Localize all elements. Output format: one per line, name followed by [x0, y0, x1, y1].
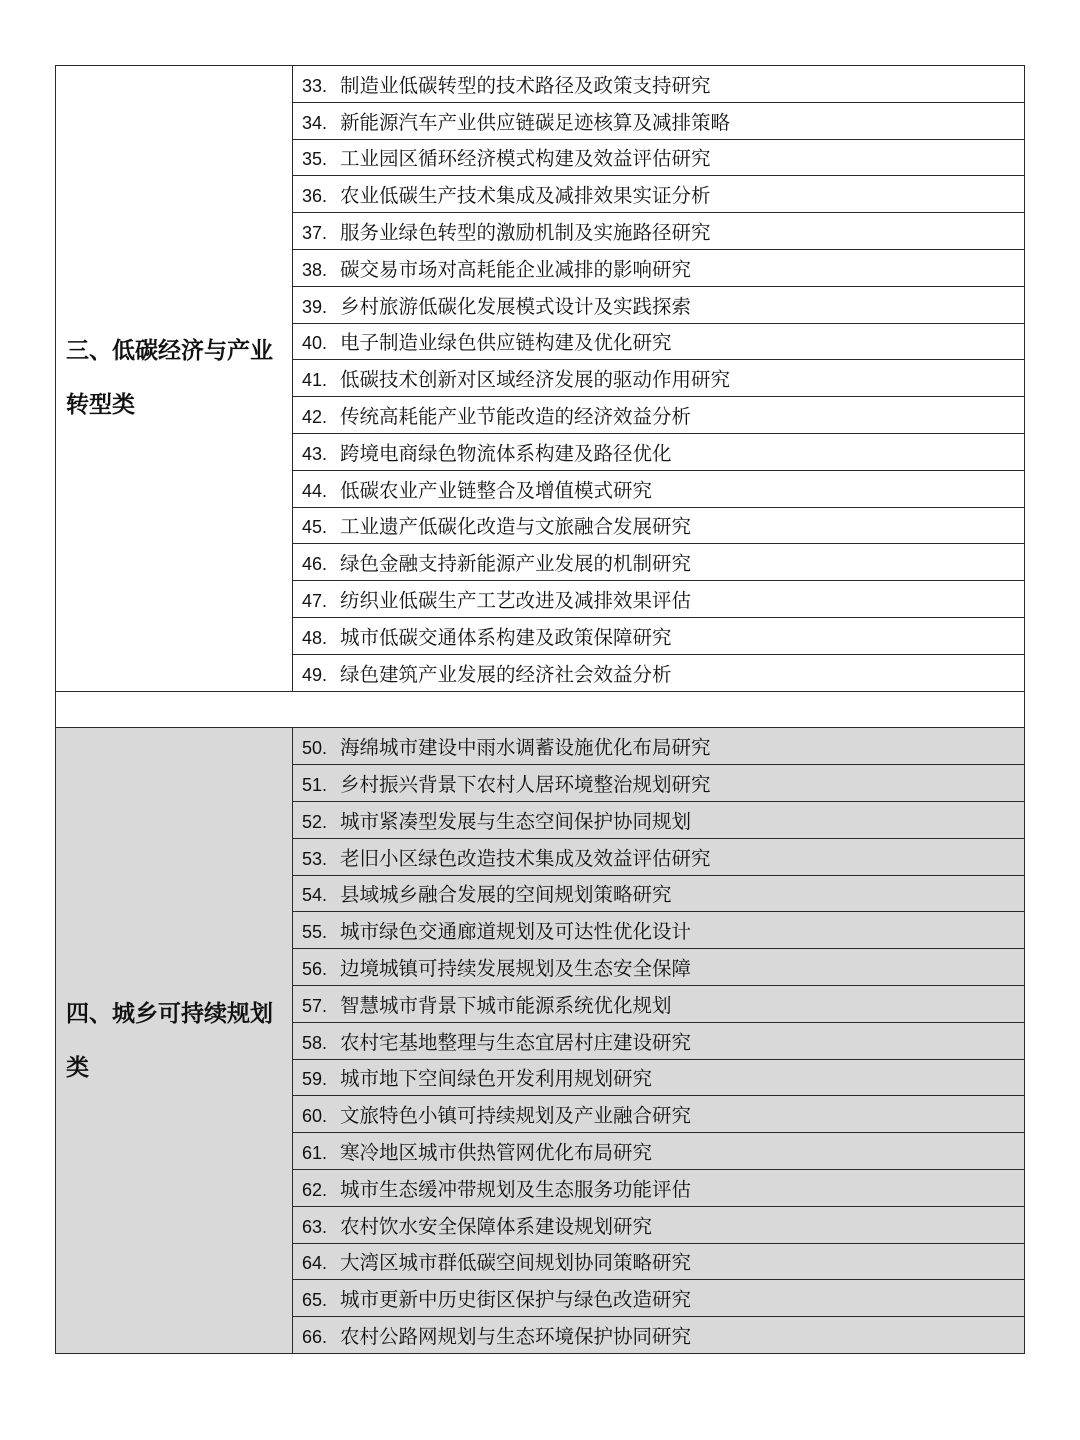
topic-title: 绿色建筑产业发展的经济社会效益分析: [340, 662, 672, 686]
topic-number: 62.: [302, 1179, 328, 1200]
topic-title: 工业园区循环经济模式构建及效益评估研究: [340, 147, 711, 171]
topic-item: [293, 102, 1025, 139]
topic-number: 35.: [302, 149, 328, 170]
topic-title: 城市更新中历史街区保护与绿色改造研究: [340, 1288, 692, 1312]
topic-item: [293, 360, 1025, 397]
spacer-cell: [56, 691, 1025, 728]
topic-item: [293, 249, 1025, 286]
topic-item: [293, 1133, 1025, 1170]
topic-title: 农业低碳生产技术集成及减排效果实证分析: [340, 184, 711, 208]
topic-item: [293, 581, 1025, 618]
topic-number: 61.: [302, 1143, 328, 1163]
table-row: [56, 728, 1025, 765]
topic-number: 44.: [302, 480, 328, 501]
topic-number: 60.: [302, 1106, 328, 1127]
topic-number: 49.: [302, 664, 328, 685]
topic-number: 38.: [302, 259, 328, 280]
topic-number: 57.: [302, 995, 328, 1016]
topic-item: [293, 801, 1025, 838]
topic-item: [293, 470, 1025, 507]
topic-title: 农村宅基地整理与生态宜居村庄建设研究: [340, 1030, 692, 1054]
topic-item: [293, 323, 1025, 360]
topic-title: 碳交易市场对高耗能企业减排的影响研究: [340, 257, 692, 281]
topic-item: [293, 1022, 1025, 1059]
topic-title: 城市生态缓冲带规划及生态服务功能评估: [340, 1177, 692, 1201]
topic-number: 66.: [302, 1326, 328, 1347]
topic-number: 48.: [302, 627, 328, 648]
topic-title: 城市绿色交通廊道规划及可达性优化设计: [340, 920, 692, 944]
topic-item: [293, 654, 1025, 691]
topic-item: [293, 176, 1025, 213]
topic-title: 农村公路网规划与生态环境保护协同研究: [340, 1324, 692, 1348]
topic-item: [293, 544, 1025, 581]
topic-number: 59.: [302, 1069, 328, 1090]
topic-number: 46.: [302, 554, 328, 575]
topic-title: 农村饮水安全保障体系建设规划研究: [340, 1214, 653, 1238]
topic-title: 老旧小区绿色改造技术集成及效益评估研究: [340, 846, 711, 870]
topic-item: [293, 507, 1025, 544]
topic-number: 51.: [302, 775, 328, 796]
topic-number: 33.: [302, 75, 328, 96]
topic-item: [293, 912, 1025, 949]
topic-item: [293, 1059, 1025, 1096]
category-cell: 三、低碳经济与产业转型类: [56, 66, 293, 692]
topic-number: 41.: [302, 370, 328, 391]
topic-number: 55.: [302, 922, 328, 943]
topic-number: 40.: [302, 333, 328, 354]
topic-title: 寒冷地区城市供热管网优化布局研究: [340, 1141, 653, 1164]
category-cell: 四、城乡可持续规划类: [56, 728, 293, 1354]
topics-table: [55, 65, 1025, 1354]
topic-item: [293, 1169, 1025, 1206]
topic-item: [293, 875, 1025, 912]
topic-item: [293, 728, 1025, 765]
topic-title: 乡村旅游低碳化发展模式设计及实践探索: [340, 294, 692, 318]
topic-item: [293, 1206, 1025, 1243]
topic-number: 53.: [302, 848, 328, 869]
topic-title: 智慧城市背景下城市能源系统优化规划: [340, 993, 672, 1017]
topic-number: 64.: [302, 1253, 328, 1274]
topic-title: 县域城乡融合发展的空间规划策略研究: [340, 883, 672, 907]
topic-item: [293, 617, 1025, 654]
topic-item: [293, 985, 1025, 1022]
topic-number: 63.: [302, 1216, 328, 1237]
topic-item: [293, 1280, 1025, 1317]
topic-number: 47.: [302, 591, 328, 612]
topic-title: 城市紧凑型发展与生态空间保护协同规划: [340, 809, 692, 833]
topic-number: 42.: [302, 407, 328, 428]
topic-item: [293, 1317, 1025, 1354]
topic-title: 文旅特色小镇可持续规划及产业融合研究: [340, 1104, 692, 1128]
topic-title: 绿色金融支持新能源产业发展的机制研究: [340, 552, 692, 576]
topic-number: 45.: [302, 517, 328, 538]
table-row: [56, 66, 1025, 103]
topic-number: 50.: [302, 738, 328, 759]
topic-title: 传统高耗能产业节能改造的经济效益分析: [340, 405, 692, 429]
topic-title: 新能源汽车产业供应链碳足迹核算及减排策略: [340, 110, 731, 134]
topic-item: [293, 838, 1025, 875]
topic-number: 54.: [302, 885, 328, 906]
topic-title: 城市地下空间绿色开发利用规划研究: [340, 1067, 653, 1091]
topic-number: 65.: [302, 1290, 328, 1311]
topic-title: 纺织业低碳生产工艺改进及减排效果评估: [340, 589, 692, 613]
topic-title: 服务业绿色转型的激励机制及实施路径研究: [340, 221, 711, 245]
topic-title: 电子制造业绿色供应链构建及优化研究: [340, 331, 672, 355]
topic-title: 城市低碳交通体系构建及政策保障研究: [340, 625, 672, 649]
topic-item: [293, 213, 1025, 250]
topic-item: [293, 949, 1025, 986]
topic-item: [293, 139, 1025, 176]
topic-item: [293, 397, 1025, 434]
topic-item: [293, 286, 1025, 323]
topic-item: [293, 1096, 1025, 1133]
topic-title: 海绵城市建设中雨水调蓄设施优化布局研究: [340, 736, 711, 760]
topic-title: 乡村振兴背景下农村人居环境整治规划研究: [340, 773, 711, 797]
topic-item: [293, 1243, 1025, 1280]
topic-title: 低碳技术创新对区域经济发展的驱动作用研究: [340, 368, 731, 392]
topic-number: 39.: [302, 296, 328, 317]
topic-number: 34.: [302, 112, 328, 133]
topic-number: 56.: [302, 959, 328, 980]
topic-item: [293, 433, 1025, 470]
topic-number: 52.: [302, 811, 328, 832]
topic-title: 工业遗产低碳化改造与文旅融合发展研究: [340, 515, 692, 539]
section-spacer-row: [56, 691, 1025, 728]
topic-title: 边境城镇可持续发展规划及生态安全保障: [340, 957, 692, 981]
topic-title: 制造业低碳转型的技术路径及政策支持研究: [340, 73, 711, 97]
topic-title: 低碳农业产业链整合及增值模式研究: [340, 478, 653, 502]
topic-number: 37.: [302, 223, 328, 244]
topic-number: 58.: [302, 1032, 328, 1053]
topic-item: [293, 765, 1025, 802]
topic-item: [293, 66, 1025, 103]
topic-title: 跨境电商绿色物流体系构建及路径优化: [340, 441, 672, 465]
topic-number: 36.: [302, 186, 328, 207]
topic-number: 43.: [302, 443, 328, 464]
topic-title: 大湾区城市群低碳空间规划协同策略研究: [340, 1251, 692, 1275]
